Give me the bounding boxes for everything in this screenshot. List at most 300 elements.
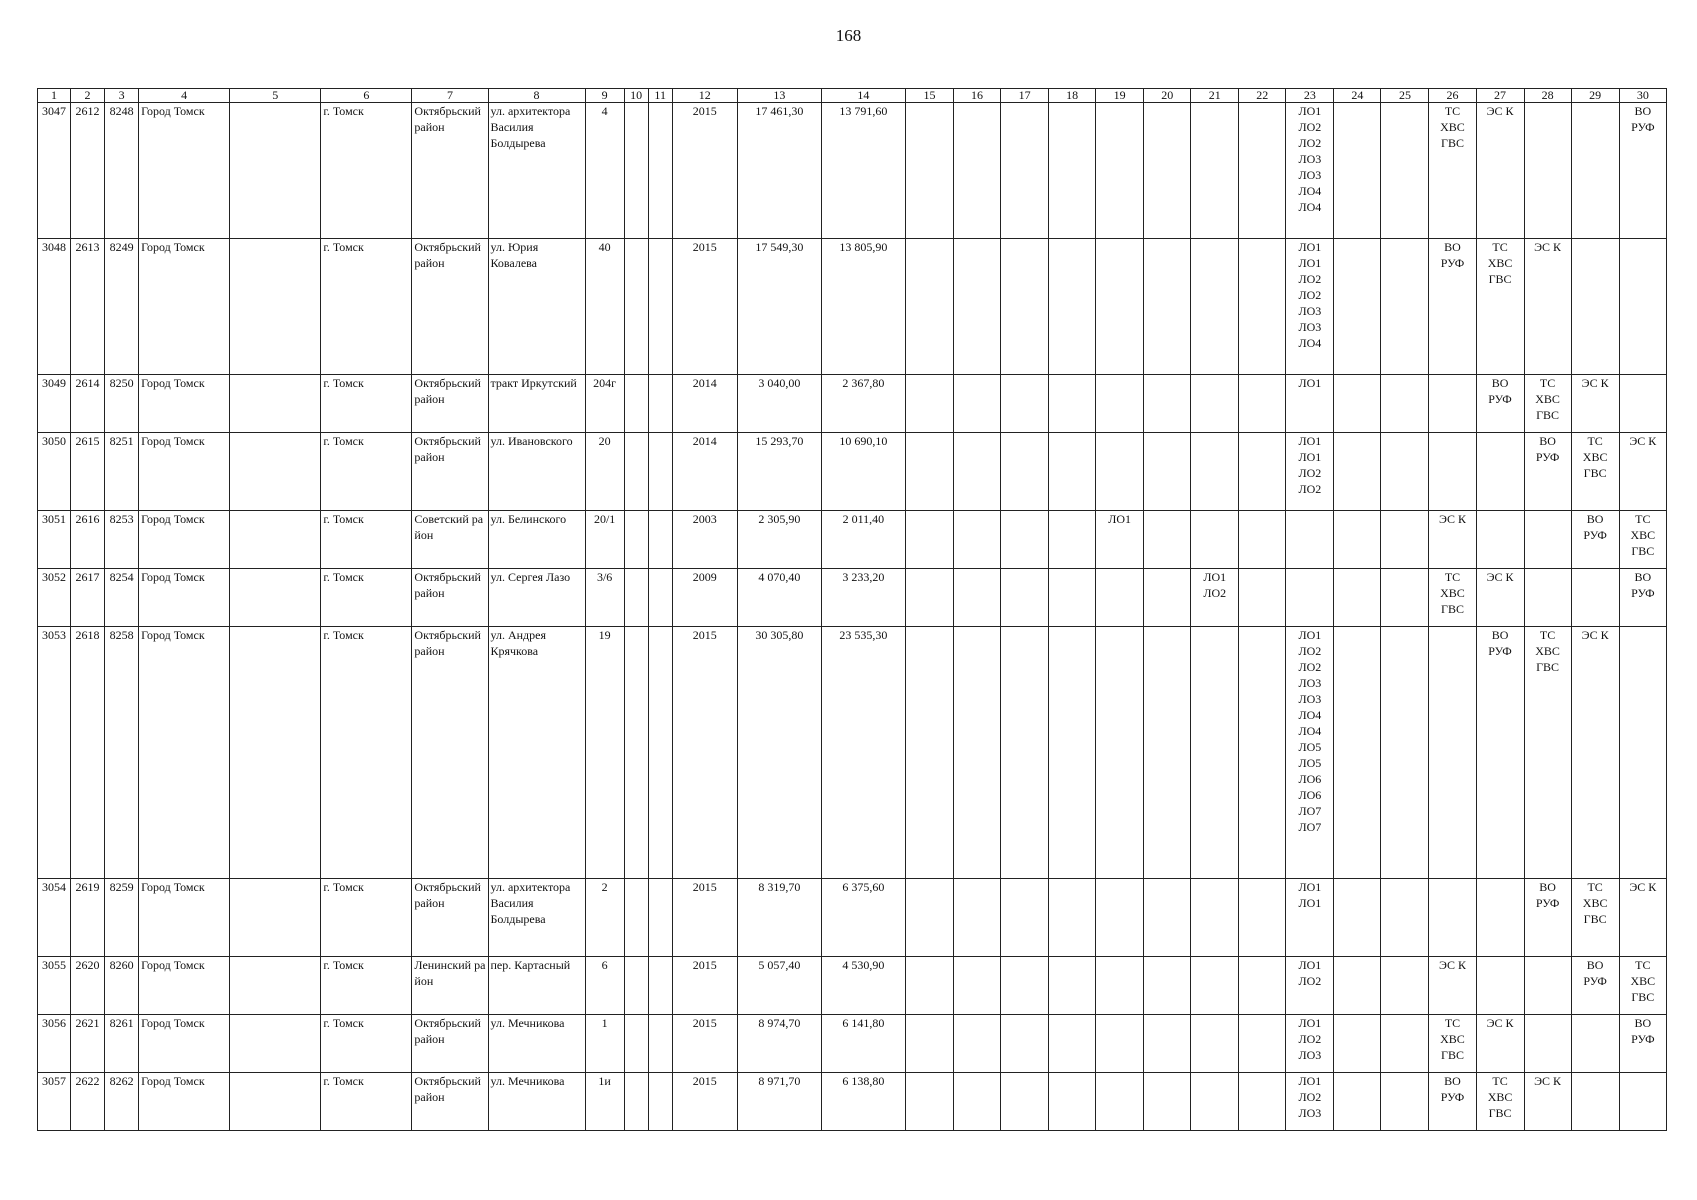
col-header: 28 xyxy=(1524,89,1571,103)
cell-col-18 xyxy=(1049,957,1096,1015)
cell-col-5 xyxy=(230,957,321,1015)
col-header: 25 xyxy=(1381,89,1429,103)
col-header: 14 xyxy=(821,89,905,103)
cell-col-28: ЭС К xyxy=(1524,239,1571,375)
cell-col-10 xyxy=(624,879,648,957)
cell-col-11 xyxy=(648,1015,672,1073)
cell-col-4: Город Томск xyxy=(139,239,230,375)
cell-col-11 xyxy=(648,569,672,627)
cell-col-2: 2613 xyxy=(71,239,105,375)
cell-col-5 xyxy=(230,627,321,879)
col-header: 17 xyxy=(1001,89,1049,103)
cell-col-17 xyxy=(1001,511,1049,569)
cell-col-17 xyxy=(1001,957,1049,1015)
col-header: 21 xyxy=(1191,89,1239,103)
cell-col-26: ТС ХВС ГВС xyxy=(1429,569,1476,627)
cell-col-26: ЭС К xyxy=(1429,957,1476,1015)
cell-col-14: 2 367,80 xyxy=(821,375,905,433)
cell-col-29: ТС ХВС ГВС xyxy=(1571,433,1619,511)
col-header: 12 xyxy=(672,89,737,103)
cell-col-25 xyxy=(1381,627,1429,879)
cell-col-11 xyxy=(648,1073,672,1131)
cell-col-26 xyxy=(1429,433,1476,511)
col-header: 9 xyxy=(585,89,624,103)
cell-col-26: ВО РУФ xyxy=(1429,239,1476,375)
cell-col-5 xyxy=(230,879,321,957)
cell-col-15 xyxy=(905,1073,953,1131)
cell-col-16 xyxy=(954,103,1001,239)
cell-col-22 xyxy=(1239,103,1286,239)
cell-col-20 xyxy=(1144,239,1191,375)
cell-col-16 xyxy=(954,879,1001,957)
cell-col-23 xyxy=(1286,511,1334,569)
col-header: 19 xyxy=(1096,89,1144,103)
cell-col-27: ВО РУФ xyxy=(1476,627,1524,879)
cell-col-10 xyxy=(624,627,648,879)
cell-col-4: Город Томск xyxy=(139,1073,230,1131)
cell-col-16 xyxy=(954,957,1001,1015)
cell-col-17 xyxy=(1001,1015,1049,1073)
col-header: 20 xyxy=(1144,89,1191,103)
cell-col-3: 8259 xyxy=(105,879,139,957)
cell-col-8: пер. Картасный xyxy=(488,957,585,1015)
cell-col-10 xyxy=(624,433,648,511)
cell-col-30: ЭС К xyxy=(1619,433,1666,511)
cell-col-3: 8249 xyxy=(105,239,139,375)
table-row xyxy=(38,375,1667,433)
cell-col-4: Город Томск xyxy=(139,375,230,433)
cell-col-23: ЛО1 xyxy=(1286,375,1334,433)
col-header: 13 xyxy=(737,89,821,103)
cell-col-6: г. Томск xyxy=(321,879,412,957)
cell-col-14: 10 690,10 xyxy=(821,433,905,511)
cell-col-28 xyxy=(1524,957,1571,1015)
cell-col-14: 13 805,90 xyxy=(821,239,905,375)
cell-col-27: ТС ХВС ГВС xyxy=(1476,239,1524,375)
cell-col-13: 5 057,40 xyxy=(737,957,821,1015)
cell-col-1: 3054 xyxy=(38,879,71,957)
cell-col-4: Город Томск xyxy=(139,103,230,239)
col-header: 3 xyxy=(105,89,139,103)
cell-col-1: 3057 xyxy=(38,1073,71,1131)
cell-col-8: ул. Мечникова xyxy=(488,1015,585,1073)
cell-col-1: 3052 xyxy=(38,569,71,627)
cell-col-9: 6 xyxy=(585,957,624,1015)
cell-col-2: 2618 xyxy=(71,627,105,879)
cell-col-20 xyxy=(1144,957,1191,1015)
cell-col-17 xyxy=(1001,239,1049,375)
cell-col-24 xyxy=(1334,239,1381,375)
cell-col-11 xyxy=(648,433,672,511)
cell-col-1: 3049 xyxy=(38,375,71,433)
col-header: 22 xyxy=(1239,89,1286,103)
cell-col-27: ЭС К xyxy=(1476,103,1524,239)
cell-col-13: 8 971,70 xyxy=(737,1073,821,1131)
cell-col-26 xyxy=(1429,627,1476,879)
cell-col-4: Город Томск xyxy=(139,1015,230,1073)
cell-col-13: 17 461,30 xyxy=(737,103,821,239)
cell-col-18 xyxy=(1049,1015,1096,1073)
cell-col-24 xyxy=(1334,1015,1381,1073)
cell-col-23 xyxy=(1286,569,1334,627)
cell-col-28 xyxy=(1524,511,1571,569)
cell-col-4: Город Томск xyxy=(139,433,230,511)
cell-col-17 xyxy=(1001,1073,1049,1131)
cell-col-12: 2015 xyxy=(672,1015,737,1073)
cell-col-23: ЛО1 ЛО2 ЛО2 ЛО3 ЛО3 ЛО4 ЛО4 ЛО5 ЛО5 ЛО6 ЛО6 ЛО7 ЛО7 xyxy=(1286,627,1334,879)
cell-col-8: ул. Юрия Ковалева xyxy=(488,239,585,375)
cell-col-28 xyxy=(1524,569,1571,627)
cell-col-27 xyxy=(1476,433,1524,511)
cell-col-19 xyxy=(1096,569,1144,627)
cell-col-21 xyxy=(1191,1073,1239,1131)
cell-col-16 xyxy=(954,569,1001,627)
cell-col-18 xyxy=(1049,1073,1096,1131)
cell-col-9: 19 xyxy=(585,627,624,879)
cell-col-1: 3055 xyxy=(38,957,71,1015)
cell-col-1: 3053 xyxy=(38,627,71,879)
cell-col-29: ЭС К xyxy=(1571,375,1619,433)
cell-col-13: 15 293,70 xyxy=(737,433,821,511)
cell-col-7: Октябрьский район xyxy=(412,375,488,433)
cell-col-6: г. Томск xyxy=(321,239,412,375)
cell-col-8: ул. Ивановского xyxy=(488,433,585,511)
cell-col-5 xyxy=(230,239,321,375)
cell-col-5 xyxy=(230,1015,321,1073)
cell-col-19 xyxy=(1096,627,1144,879)
cell-col-25 xyxy=(1381,879,1429,957)
cell-col-8: ул. Сергея Лазо xyxy=(488,569,585,627)
cell-col-19 xyxy=(1096,433,1144,511)
cell-col-15 xyxy=(905,879,953,957)
cell-col-29 xyxy=(1571,103,1619,239)
cell-col-8: ул. архитектора Василия Болдырева xyxy=(488,103,585,239)
cell-col-25 xyxy=(1381,1015,1429,1073)
cell-col-12: 2014 xyxy=(672,375,737,433)
cell-col-11 xyxy=(648,103,672,239)
cell-col-15 xyxy=(905,957,953,1015)
cell-col-28 xyxy=(1524,103,1571,239)
cell-col-4: Город Томск xyxy=(139,627,230,879)
cell-col-7: Ленинский район xyxy=(412,957,488,1015)
cell-col-25 xyxy=(1381,375,1429,433)
cell-col-2: 2620 xyxy=(71,957,105,1015)
cell-col-5 xyxy=(230,511,321,569)
col-header: 24 xyxy=(1334,89,1381,103)
cell-col-12: 2015 xyxy=(672,627,737,879)
cell-col-16 xyxy=(954,239,1001,375)
cell-col-19 xyxy=(1096,957,1144,1015)
cell-col-27: ЭС К xyxy=(1476,569,1524,627)
cell-col-24 xyxy=(1334,103,1381,239)
cell-col-6: г. Томск xyxy=(321,569,412,627)
table-row xyxy=(38,569,1667,627)
cell-col-22 xyxy=(1239,1015,1286,1073)
cell-col-22 xyxy=(1239,879,1286,957)
cell-col-2: 2612 xyxy=(71,103,105,239)
cell-col-12: 2015 xyxy=(672,957,737,1015)
cell-col-15 xyxy=(905,375,953,433)
cell-col-23: ЛО1 ЛО2 ЛО3 xyxy=(1286,1073,1334,1131)
cell-col-2: 2619 xyxy=(71,879,105,957)
cell-col-20 xyxy=(1144,569,1191,627)
cell-col-24 xyxy=(1334,957,1381,1015)
cell-col-26 xyxy=(1429,879,1476,957)
cell-col-26: ТС ХВС ГВС xyxy=(1429,1015,1476,1073)
cell-col-27 xyxy=(1476,957,1524,1015)
cell-col-16 xyxy=(954,627,1001,879)
cell-col-14: 6 138,80 xyxy=(821,1073,905,1131)
cell-col-7: Октябрьский район xyxy=(412,1073,488,1131)
cell-col-21 xyxy=(1191,433,1239,511)
cell-col-11 xyxy=(648,239,672,375)
cell-col-30 xyxy=(1619,239,1666,375)
cell-col-6: г. Томск xyxy=(321,627,412,879)
cell-col-4: Город Томск xyxy=(139,511,230,569)
cell-col-7: Октябрьский район xyxy=(412,1015,488,1073)
cell-col-8: ул. Андрея Крячкова xyxy=(488,627,585,879)
cell-col-7: Октябрьский район xyxy=(412,239,488,375)
cell-col-18 xyxy=(1049,569,1096,627)
col-header: 15 xyxy=(905,89,953,103)
cell-col-15 xyxy=(905,569,953,627)
cell-col-19 xyxy=(1096,1073,1144,1131)
cell-col-25 xyxy=(1381,569,1429,627)
cell-col-22 xyxy=(1239,569,1286,627)
cell-col-14: 13 791,60 xyxy=(821,103,905,239)
cell-col-10 xyxy=(624,239,648,375)
cell-col-13: 2 305,90 xyxy=(737,511,821,569)
cell-col-28: ВО РУФ xyxy=(1524,433,1571,511)
cell-col-25 xyxy=(1381,1073,1429,1131)
col-header: 6 xyxy=(321,89,412,103)
cell-col-12: 2009 xyxy=(672,569,737,627)
cell-col-2: 2615 xyxy=(71,433,105,511)
cell-col-22 xyxy=(1239,1073,1286,1131)
cell-col-10 xyxy=(624,1015,648,1073)
cell-col-25 xyxy=(1381,957,1429,1015)
cell-col-5 xyxy=(230,433,321,511)
cell-col-12: 2015 xyxy=(672,1073,737,1131)
cell-col-10 xyxy=(624,375,648,433)
page-number: 168 xyxy=(835,26,862,45)
cell-col-20 xyxy=(1144,1073,1191,1131)
cell-col-10 xyxy=(624,1073,648,1131)
cell-col-22 xyxy=(1239,375,1286,433)
col-header: 27 xyxy=(1476,89,1524,103)
cell-col-26 xyxy=(1429,375,1476,433)
cell-col-12: 2015 xyxy=(672,103,737,239)
cell-col-15 xyxy=(905,511,953,569)
cell-col-23: ЛО1 ЛО2 ЛО3 xyxy=(1286,1015,1334,1073)
cell-col-14: 6 375,60 xyxy=(821,879,905,957)
cell-col-27 xyxy=(1476,879,1524,957)
cell-col-2: 2616 xyxy=(71,511,105,569)
cell-col-26: ЭС К xyxy=(1429,511,1476,569)
cell-col-29: ВО РУФ xyxy=(1571,511,1619,569)
cell-col-6: г. Томск xyxy=(321,1015,412,1073)
register-body xyxy=(38,103,1667,1131)
cell-col-29 xyxy=(1571,1073,1619,1131)
cell-col-6: г. Томск xyxy=(321,375,412,433)
cell-col-18 xyxy=(1049,879,1096,957)
cell-col-20 xyxy=(1144,511,1191,569)
cell-col-16 xyxy=(954,511,1001,569)
cell-col-6: г. Томск xyxy=(321,1073,412,1131)
cell-col-30: ЭС К xyxy=(1619,879,1666,957)
cell-col-17 xyxy=(1001,103,1049,239)
cell-col-17 xyxy=(1001,879,1049,957)
cell-col-3: 8250 xyxy=(105,375,139,433)
col-header: 5 xyxy=(230,89,321,103)
cell-col-21: ЛО1 ЛО2 xyxy=(1191,569,1239,627)
cell-col-15 xyxy=(905,433,953,511)
cell-col-9: 1и xyxy=(585,1073,624,1131)
cell-col-23: ЛО1 ЛО2 ЛО2 ЛО3 ЛО3 ЛО4 ЛО4 xyxy=(1286,103,1334,239)
cell-col-30: ТС ХВС ГВС xyxy=(1619,957,1666,1015)
cell-col-15 xyxy=(905,1015,953,1073)
cell-col-23: ЛО1 ЛО1 ЛО2 ЛО2 ЛО3 ЛО3 ЛО4 xyxy=(1286,239,1334,375)
cell-col-29: ЭС К xyxy=(1571,627,1619,879)
cell-col-19 xyxy=(1096,375,1144,433)
cell-col-14: 23 535,30 xyxy=(821,627,905,879)
cell-col-5 xyxy=(230,375,321,433)
cell-col-20 xyxy=(1144,879,1191,957)
cell-col-30 xyxy=(1619,627,1666,879)
col-header: 16 xyxy=(954,89,1001,103)
cell-col-19: ЛО1 xyxy=(1096,511,1144,569)
cell-col-7: Октябрьский район xyxy=(412,433,488,511)
cell-col-8: ул. Мечникова xyxy=(488,1073,585,1131)
cell-col-21 xyxy=(1191,879,1239,957)
col-header: 8 xyxy=(488,89,585,103)
cell-col-27: ВО РУФ xyxy=(1476,375,1524,433)
cell-col-5 xyxy=(230,103,321,239)
cell-col-1: 3051 xyxy=(38,511,71,569)
cell-col-18 xyxy=(1049,627,1096,879)
cell-col-3: 8261 xyxy=(105,1015,139,1073)
cell-col-28 xyxy=(1524,1015,1571,1073)
cell-col-13: 4 070,40 xyxy=(737,569,821,627)
cell-col-5 xyxy=(230,1073,321,1131)
cell-col-26: ВО РУФ xyxy=(1429,1073,1476,1131)
cell-col-21 xyxy=(1191,957,1239,1015)
cell-col-3: 8258 xyxy=(105,627,139,879)
cell-col-27 xyxy=(1476,511,1524,569)
table-row xyxy=(38,511,1667,569)
cell-col-20 xyxy=(1144,1015,1191,1073)
cell-col-21 xyxy=(1191,1015,1239,1073)
cell-col-18 xyxy=(1049,103,1096,239)
cell-col-25 xyxy=(1381,239,1429,375)
cell-col-12: 2014 xyxy=(672,433,737,511)
cell-col-20 xyxy=(1144,375,1191,433)
cell-col-4: Город Томск xyxy=(139,879,230,957)
table-row xyxy=(38,103,1667,239)
cell-col-3: 8253 xyxy=(105,511,139,569)
cell-col-7: Октябрьский район xyxy=(412,627,488,879)
table-row xyxy=(38,239,1667,375)
cell-col-16 xyxy=(954,1015,1001,1073)
cell-col-6: г. Томск xyxy=(321,511,412,569)
cell-col-24 xyxy=(1334,879,1381,957)
cell-col-2: 2614 xyxy=(71,375,105,433)
table-row xyxy=(38,1073,1667,1131)
cell-col-28: ТС ХВС ГВС xyxy=(1524,375,1571,433)
cell-col-1: 3047 xyxy=(38,103,71,239)
table-row xyxy=(38,1015,1667,1073)
cell-col-26: ТС ХВС ГВС xyxy=(1429,103,1476,239)
cell-col-1: 3050 xyxy=(38,433,71,511)
cell-col-5 xyxy=(230,569,321,627)
cell-col-9: 204г xyxy=(585,375,624,433)
cell-col-11 xyxy=(648,879,672,957)
cell-col-7: Октябрьский район xyxy=(412,569,488,627)
cell-col-14: 6 141,80 xyxy=(821,1015,905,1073)
cell-col-19 xyxy=(1096,879,1144,957)
cell-col-30: ВО РУФ xyxy=(1619,569,1666,627)
cell-col-8: ул. Белинского xyxy=(488,511,585,569)
cell-col-21 xyxy=(1191,375,1239,433)
cell-col-22 xyxy=(1239,433,1286,511)
cell-col-10 xyxy=(624,103,648,239)
col-header: 11 xyxy=(648,89,672,103)
cell-col-17 xyxy=(1001,375,1049,433)
cell-col-6: г. Томск xyxy=(321,103,412,239)
cell-col-22 xyxy=(1239,239,1286,375)
cell-col-23: ЛО1 ЛО2 xyxy=(1286,957,1334,1015)
cell-col-4: Город Томск xyxy=(139,569,230,627)
cell-col-3: 8251 xyxy=(105,433,139,511)
cell-col-29 xyxy=(1571,569,1619,627)
cell-col-27: ТС ХВС ГВС xyxy=(1476,1073,1524,1131)
cell-col-17 xyxy=(1001,569,1049,627)
cell-col-15 xyxy=(905,103,953,239)
cell-col-28: ВО РУФ xyxy=(1524,879,1571,957)
cell-col-20 xyxy=(1144,103,1191,239)
cell-col-16 xyxy=(954,433,1001,511)
col-header: 2 xyxy=(71,89,105,103)
cell-col-19 xyxy=(1096,103,1144,239)
cell-col-2: 2621 xyxy=(71,1015,105,1073)
cell-col-11 xyxy=(648,375,672,433)
col-header: 23 xyxy=(1286,89,1334,103)
cell-col-18 xyxy=(1049,239,1096,375)
cell-col-6: г. Томск xyxy=(321,433,412,511)
cell-col-10 xyxy=(624,511,648,569)
cell-col-30: ВО РУФ xyxy=(1619,103,1666,239)
col-header: 26 xyxy=(1429,89,1476,103)
cell-col-14: 3 233,20 xyxy=(821,569,905,627)
cell-col-22 xyxy=(1239,957,1286,1015)
cell-col-2: 2622 xyxy=(71,1073,105,1131)
cell-col-10 xyxy=(624,569,648,627)
cell-col-21 xyxy=(1191,103,1239,239)
cell-col-9: 20 xyxy=(585,433,624,511)
cell-col-13: 8 319,70 xyxy=(737,879,821,957)
cell-col-11 xyxy=(648,957,672,1015)
cell-col-17 xyxy=(1001,433,1049,511)
cell-col-11 xyxy=(648,627,672,879)
cell-col-8: ул. архитектора Василия Болдырева xyxy=(488,879,585,957)
cell-col-16 xyxy=(954,375,1001,433)
cell-col-21 xyxy=(1191,627,1239,879)
cell-col-25 xyxy=(1381,433,1429,511)
cell-col-28: ЭС К xyxy=(1524,1073,1571,1131)
cell-col-13: 17 549,30 xyxy=(737,239,821,375)
cell-col-11 xyxy=(648,511,672,569)
cell-col-30: ТС ХВС ГВС xyxy=(1619,511,1666,569)
